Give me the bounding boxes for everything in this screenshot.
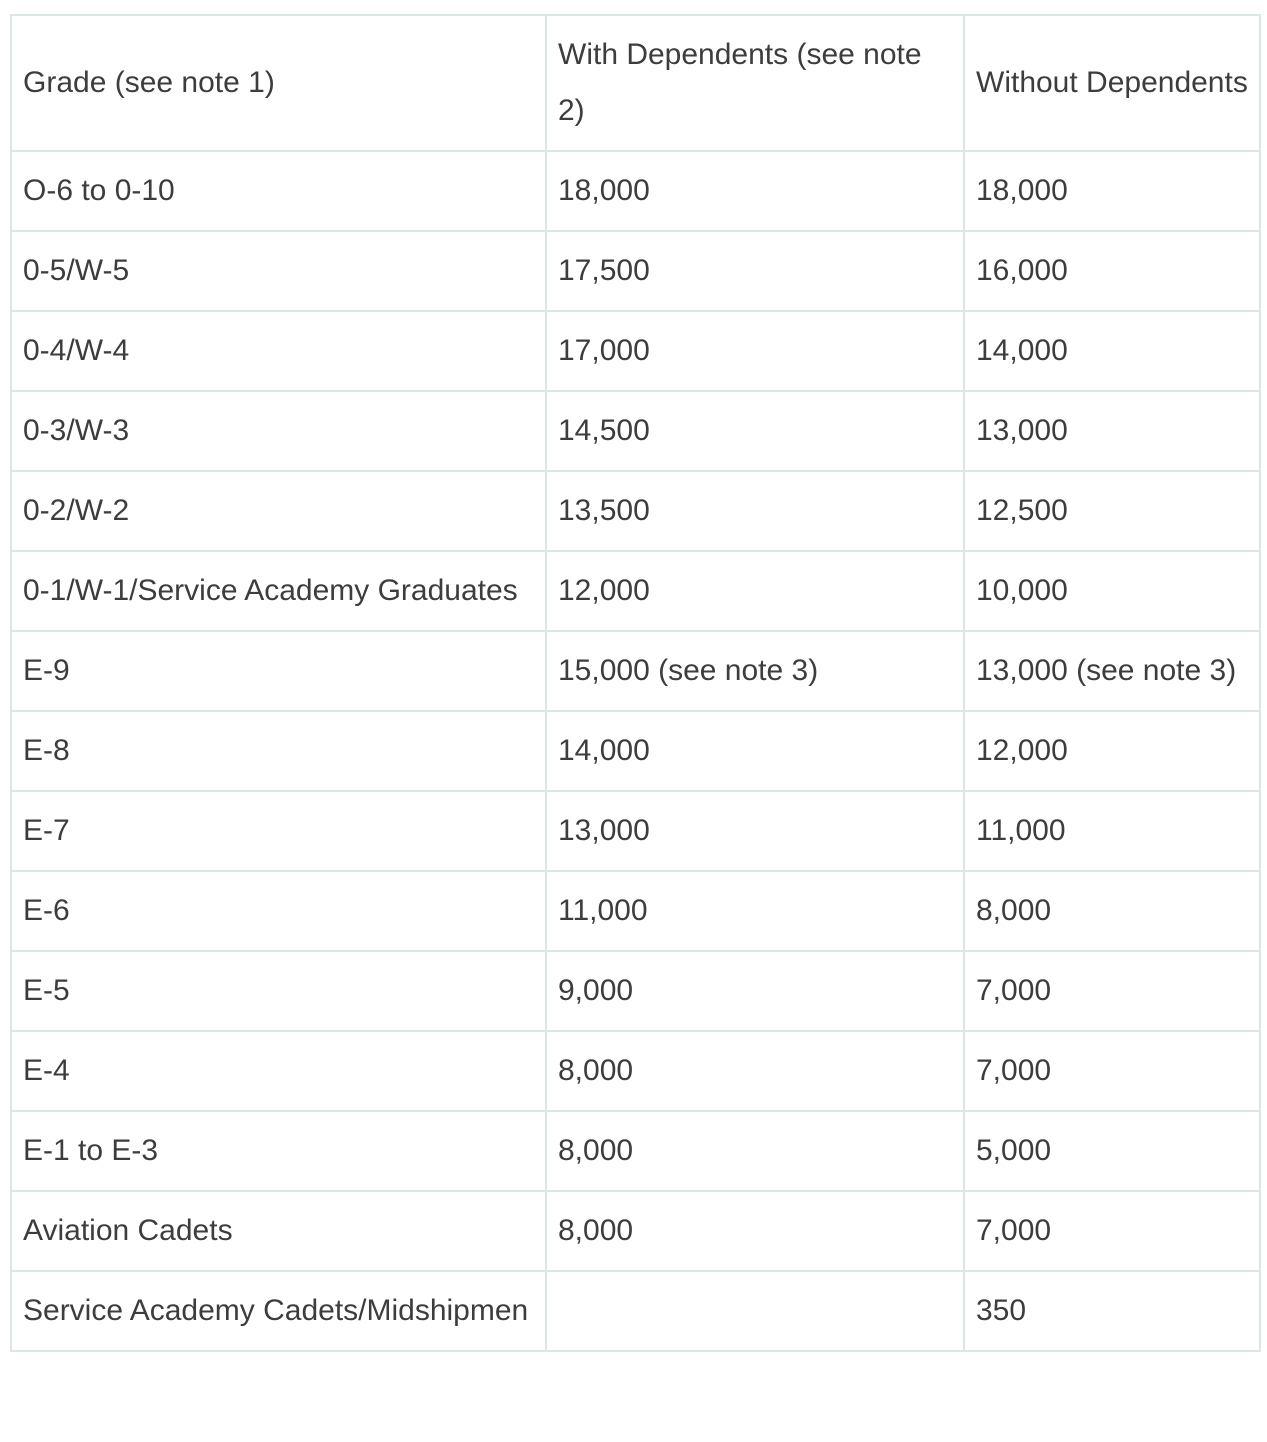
cell-grade: E-8 (11, 711, 546, 791)
table-row (11, 1191, 1260, 1271)
cell-without-dependents: 13,000 (see note 3) (964, 631, 1260, 711)
cell-without-dependents: 5,000 (964, 1111, 1260, 1191)
cell-without-dependents: 8,000 (964, 871, 1260, 951)
cell-with-dependents: 14,000 (546, 711, 964, 791)
cell-grade: E-7 (11, 791, 546, 871)
table-body (11, 151, 1260, 1351)
cell-grade: E-9 (11, 631, 546, 711)
cell-with-dependents: 12,000 (546, 551, 964, 631)
cell-without-dependents: 14,000 (964, 311, 1260, 391)
table-container (10, 14, 1261, 1352)
cell-with-dependents: 9,000 (546, 951, 964, 1031)
table-row (11, 1111, 1260, 1191)
cell-with-dependents: 17,000 (546, 311, 964, 391)
table-row (11, 631, 1260, 711)
cell-without-dependents: 16,000 (964, 231, 1260, 311)
cell-without-dependents: 350 (964, 1271, 1260, 1351)
header-without-dependents: Without Dependents (964, 15, 1260, 151)
cell-grade: 0-3/W-3 (11, 391, 546, 471)
cell-without-dependents: 18,000 (964, 151, 1260, 231)
cell-grade: Service Academy Cadets/Midshipmen (11, 1271, 546, 1351)
cell-without-dependents: 11,000 (964, 791, 1260, 871)
cell-without-dependents: 12,000 (964, 711, 1260, 791)
cell-grade: E-1 to E-3 (11, 1111, 546, 1191)
header-with-dependents: With Dependents (see note 2) (546, 15, 964, 151)
table-row (11, 951, 1260, 1031)
cell-without-dependents: 12,500 (964, 471, 1260, 551)
table-row (11, 791, 1260, 871)
cell-grade: 0-5/W-5 (11, 231, 546, 311)
cell-with-dependents: 18,000 (546, 151, 964, 231)
cell-with-dependents: 15,000 (see note 3) (546, 631, 964, 711)
cell-with-dependents: 8,000 (546, 1111, 964, 1191)
table-row (11, 231, 1260, 311)
cell-with-dependents: 17,500 (546, 231, 964, 311)
cell-grade: E-6 (11, 871, 546, 951)
cell-grade: 0-2/W-2 (11, 471, 546, 551)
cell-without-dependents: 13,000 (964, 391, 1260, 471)
weight-allowance-table (10, 14, 1261, 1352)
cell-with-dependents: 8,000 (546, 1191, 964, 1271)
cell-with-dependents: 8,000 (546, 1031, 964, 1111)
table-row (11, 151, 1260, 231)
cell-grade: 0-1/W-1/Service Academy Graduates (11, 551, 546, 631)
cell-grade: 0-4/W-4 (11, 311, 546, 391)
table-row (11, 471, 1260, 551)
cell-with-dependents: 13,000 (546, 791, 964, 871)
table-header-row (11, 15, 1260, 151)
table-row (11, 1031, 1260, 1111)
cell-without-dependents: 7,000 (964, 951, 1260, 1031)
table-row (11, 551, 1260, 631)
header-grade: Grade (see note 1) (11, 15, 546, 151)
cell-with-dependents (546, 1271, 964, 1351)
cell-grade: O-6 to 0-10 (11, 151, 546, 231)
cell-without-dependents: 7,000 (964, 1031, 1260, 1111)
table-row (11, 1271, 1260, 1351)
cell-without-dependents: 10,000 (964, 551, 1260, 631)
cell-grade: Aviation Cadets (11, 1191, 546, 1271)
table-row (11, 711, 1260, 791)
table-row (11, 871, 1260, 951)
cell-grade: E-5 (11, 951, 546, 1031)
table-row (11, 391, 1260, 471)
cell-grade: E-4 (11, 1031, 546, 1111)
cell-with-dependents: 11,000 (546, 871, 964, 951)
cell-with-dependents: 13,500 (546, 471, 964, 551)
table-row (11, 311, 1260, 391)
cell-with-dependents: 14,500 (546, 391, 964, 471)
cell-without-dependents: 7,000 (964, 1191, 1260, 1271)
